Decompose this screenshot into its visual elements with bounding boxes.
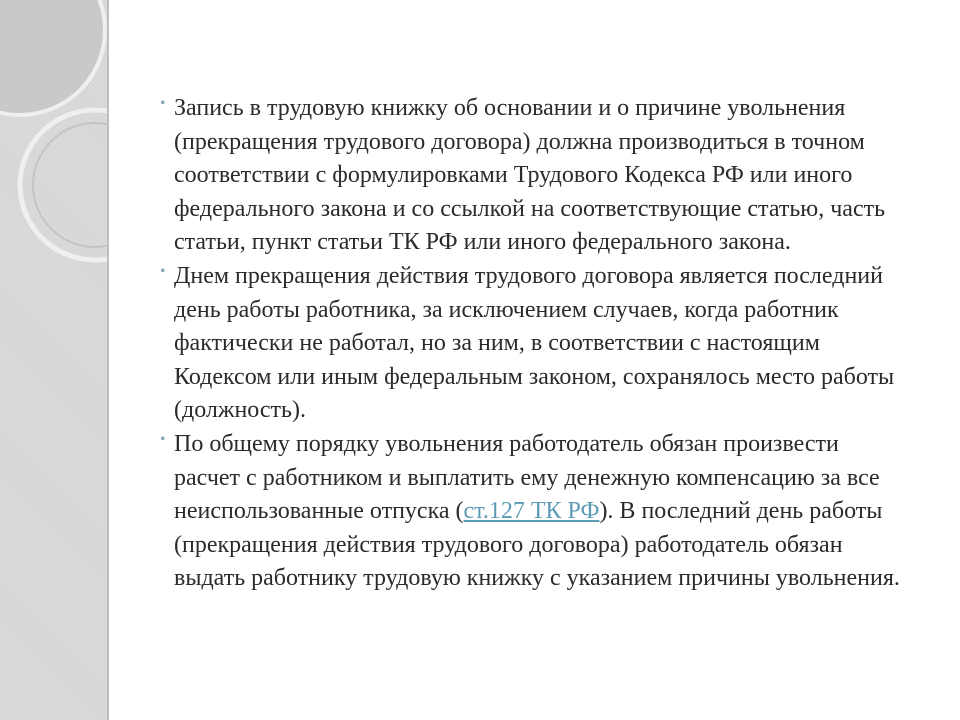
paragraph-3-text-before: По общему порядку увольнения работодатель обязан произвести расчет с работником и выплатить ему денежную компенсацию за все неиспользованные отпуска ( — [174, 430, 880, 525]
paragraph-3 — [160, 428, 900, 596]
slide-body — [160, 92, 900, 596]
bullet-dot-icon: • — [160, 95, 166, 112]
bullet-dot-icon: • — [160, 262, 166, 280]
paragraph-1 — [160, 92, 900, 260]
sidebar-divider — [107, 0, 109, 720]
bullet-dot-icon: • — [160, 430, 166, 448]
paragraph-1-text: Запись в трудовую книжку об основании и о причине увольнения (прекращения трудового договора) должна производиться в точном соответствии с формулировками Трудового Кодекса РФ или иного федерального закона и со ссылкой на соответствующие статью, часть статьи, пункт статьи ТК РФ или иного федерального закона. — [174, 95, 886, 256]
decorative-circle-large — [0, 0, 105, 115]
paragraph-2 — [160, 260, 900, 428]
paragraph-2-text: Днем прекращения действия трудового договора является последний день работы работника, за исключением случаев, когда работник фактически не работал, но за ним, в соответствии с настоящим Кодексом или иным федеральным законом, сохранялось место работы (должность). — [174, 262, 895, 424]
decorative-circles-graphic — [0, 0, 107, 720]
decorative-circle-inner — [33, 123, 107, 247]
decorative-sidebar — [0, 0, 107, 720]
article-127-link[interactable]: ст.127 ТК РФ — [463, 498, 600, 525]
paragraph-3-text-after: ). В последний день работы (прекращения действия трудового договора) работодатель обязан выдать работнику трудовую книжку с указанием причины увольнения. — [174, 498, 900, 592]
